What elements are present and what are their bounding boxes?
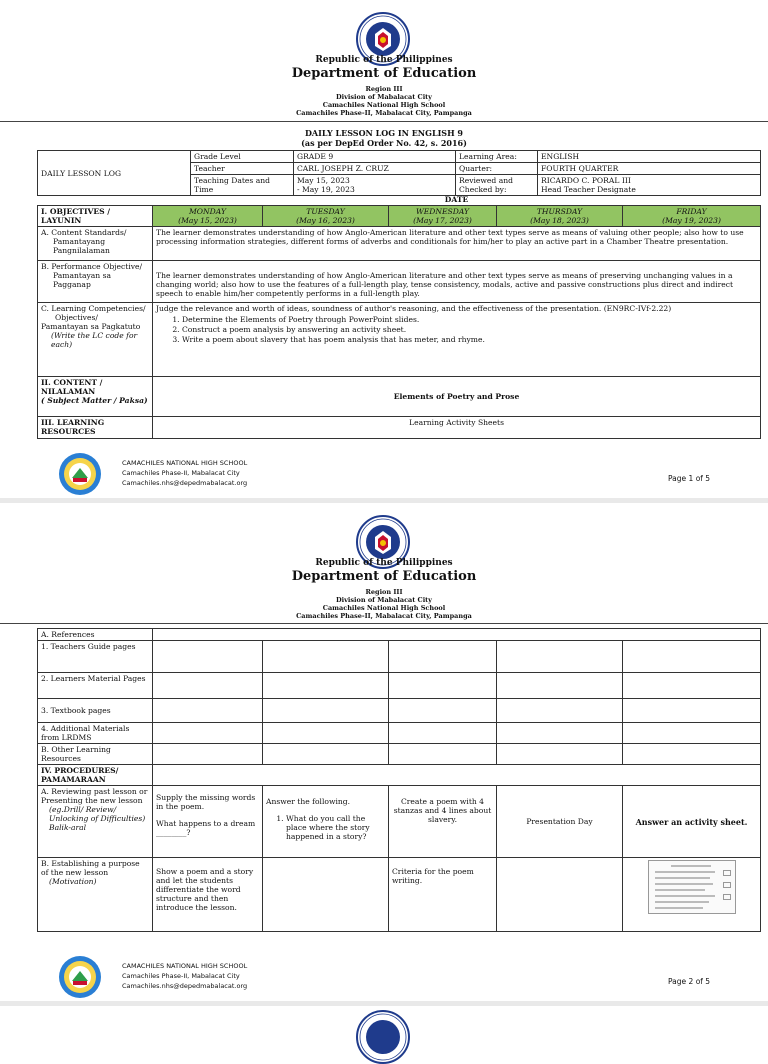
footer-email[interactable]: Camachiles.nhs@depedmabalacat.org <box>122 982 248 990</box>
quarter-value: FOURTH QUARTER <box>538 163 761 175</box>
reviewer-value: RICARDO C. PORAL III Head Teacher Designate <box>538 175 761 196</box>
review-wednesday: Create a poem with 4 stanzas and 4 lines about slavery. <box>389 786 497 858</box>
content-value: Elements of Poetry and Prose <box>153 377 761 417</box>
purpose-friday <box>623 858 761 932</box>
learning-area-label: Learning Area: <box>456 151 538 163</box>
footer-address: Camachiles Phase-II, Mabalacat City <box>122 469 240 477</box>
footer-school: CAMACHILES NATIONAL HIGH SCHOOL <box>122 962 248 970</box>
header-rule <box>0 623 768 624</box>
references-label: A. References <box>38 629 153 641</box>
resources-value: Learning Activity Sheets <box>153 417 761 439</box>
objectives-table <box>37 194 761 439</box>
header-republic: Republic of the Philippines <box>315 558 453 568</box>
teacher-value: CARL JOSEPH Z. CRUZ <box>294 163 456 175</box>
date-header: DATE <box>153 194 761 206</box>
page-2 <box>0 503 768 1001</box>
competency-item: 2. Construct a poem analysis by answering an activity sheet. <box>182 325 757 334</box>
header-region: Region III <box>365 85 403 93</box>
header-region: Region III <box>365 588 403 596</box>
day-tuesday: TUESDAY (May 16, 2023) <box>263 206 389 227</box>
header-department: Department of Education <box>291 66 477 81</box>
additional-materials-label: 4. Additional Materials from LRDMS <box>38 723 153 744</box>
day-wednesday: WEDNESDAY (May 17, 2023) <box>389 206 497 227</box>
performance-label: B. Performance Objective/ Pamantayan sa Pagganap <box>38 261 153 303</box>
objectives-label: I. OBJECTIVES / LAYUNIN <box>38 206 153 227</box>
resources-label: III. LEARNING RESOURCES <box>38 417 153 439</box>
purpose-wednesday: Criteria for the poem writing. <box>389 858 497 932</box>
content-standards-text: The learner demonstrates understanding of how Anglo-American literature and other text types serve as means of valuing other people; also how to use processing information strategies, different forms of adverbs and conditionals for him/her to play an active part in a Chamber Theatre presentation. <box>153 227 761 261</box>
footer-school: CAMACHILES NATIONAL HIGH SCHOOL <box>122 459 248 467</box>
deped-seal-icon <box>356 1010 410 1064</box>
footer-email[interactable]: Camachiles.nhs@depedmabalacat.org <box>122 479 248 487</box>
header-rule <box>0 121 768 122</box>
activity-sheet-thumbnail <box>648 860 736 914</box>
page-3 <box>0 1006 768 1024</box>
competency-item: 1. Determine the Elements of Poetry through PowerPoint slides. <box>182 315 757 324</box>
dll-label: DAILY LESSON LOG <box>38 151 191 196</box>
page-1 <box>0 0 768 498</box>
header-republic: Republic of the Philippines <box>315 55 453 65</box>
textbook-label: 3. Textbook pages <box>38 699 153 723</box>
footer-2 <box>0 955 768 1005</box>
info-table <box>37 150 761 196</box>
page-number: Page 1 of 5 <box>668 474 711 483</box>
procedures-table <box>37 628 761 932</box>
other-resources-label: B. Other Learning Resources <box>38 744 153 765</box>
day-friday: FRIDAY (May 19, 2023) <box>623 206 761 227</box>
day-thursday: THURSDAY (May 18, 2023) <box>497 206 623 227</box>
grade-level-label: Grade Level <box>191 151 294 163</box>
reviewed-label: Reviewed and Checked by: <box>456 175 538 196</box>
review-thursday: Presentation Day <box>497 786 623 858</box>
purpose-label: B. Establishing a purpose of the new lesson (Motivation) <box>38 858 153 932</box>
day-monday: MONDAY (May 15, 2023) <box>153 206 263 227</box>
dll-subtitle: (as per DepEd Order No. 42, s. 2016) <box>301 138 467 148</box>
performance-text: The learner demonstrates understanding of how Anglo-American literature and other text types serve as means of preserving unchanging values in a changing world; also how to use the features of a full-length play, tense consistency, modals, active and passive constructions plus direct and indirect speech to enable him/her competently performs in a full-length play. <box>153 261 761 303</box>
teachers-guide-label: 1. Teachers Guide pages <box>38 641 153 673</box>
header-address: Camachiles Phase-II, Mabalacat City, Pampanga <box>296 109 472 117</box>
review-monday: Supply the missing words in the poem. What happens to a dream ________? <box>153 786 263 858</box>
competencies-label: C. Learning Competencies/ Objectives/ Pamantayan sa Pagkatuto (Write the LC code for each) <box>38 303 153 377</box>
teacher-label: Teacher <box>191 163 294 175</box>
dates-value: May 15, 2023 - May 19, 2023 <box>294 175 456 196</box>
quarter-label: Quarter: <box>456 163 538 175</box>
header-address: Camachiles Phase-II, Mabalacat City, Pampanga <box>296 612 472 620</box>
purpose-monday: Show a poem and a story and let the students differentiate the word structure and then introduce the lesson. <box>153 858 263 932</box>
learning-area-value: ENGLISH <box>538 151 761 163</box>
competency-item: 3. Write a poem about slavery that has poem analysis that has meter, and rhyme. <box>182 335 757 344</box>
grade-level-value: GRADE 9 <box>294 151 456 163</box>
learners-material-label: 2. Learners Material Pages <box>38 673 153 699</box>
competencies-text <box>153 303 761 377</box>
review-tuesday: Answer the following. 1. What do you call the place where the story happened in a story? <box>263 786 389 858</box>
competency-main: Judge the relevance and worth of ideas, soundness of author's reasoning, and the effectiveness of the presentation. (EN9RC-IVf-2.22) <box>156 304 672 313</box>
dates-label: Teaching Dates and Time <box>191 175 294 196</box>
page-number: Page 2 of 5 <box>668 977 711 986</box>
review-label: A. Reviewing past lesson or Presenting the new lesson (eg.Drill/ Review/ Unlocking of Difficulties) Balik-aral <box>38 786 153 858</box>
footer-address: Camachiles Phase-II, Mabalacat City <box>122 972 240 980</box>
review-friday: Answer an activity sheet. <box>623 786 761 858</box>
school-logo-icon <box>58 955 102 999</box>
competency-list <box>156 315 757 344</box>
content-label: II. CONTENT / NILALAMAN ( Subject Matter / Paksa) <box>38 377 153 417</box>
header-department: Department of Education <box>291 569 477 584</box>
header-division: Division of Mabalacat City <box>336 93 432 101</box>
content-standards-label: A. Content Standards/ Pamantayang Pangnilalaman <box>38 227 153 261</box>
header-school: Camachiles National High School <box>322 101 446 109</box>
header-school: Camachiles National High School <box>322 604 446 612</box>
dll-title: DAILY LESSON LOG IN ENGLISH 9 <box>304 128 463 138</box>
school-logo-icon <box>58 452 102 496</box>
footer-1 <box>0 452 768 502</box>
procedures-label: IV. PROCEDURES/ PAMAMARAAN <box>38 765 153 786</box>
header-division: Division of Mabalacat City <box>336 596 432 604</box>
